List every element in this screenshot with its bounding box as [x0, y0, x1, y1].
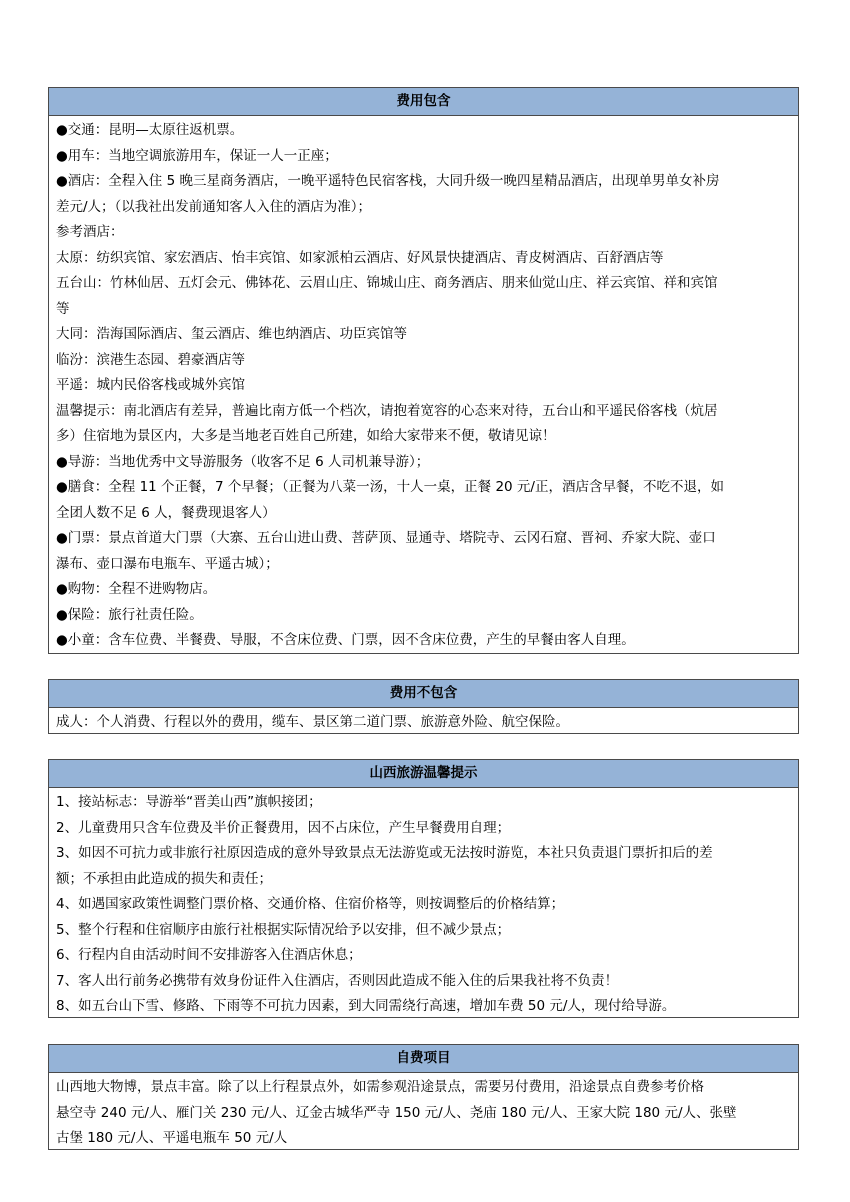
- text-line: 7、客人出行前务必携带有效身份证件入住酒店，否则因此造成不能入住的后果我社将不负责！: [56, 972, 619, 989]
- text-line: 6、行程内自由活动时间不安排游客入住酒店休息；: [56, 947, 362, 963]
- text-line: ●保险：旅行社责任险。: [56, 606, 203, 623]
- section-title: 费用不包含: [49, 680, 798, 708]
- text-line: 古堡 180 元/人、平遥电瓶车 50 元/人: [56, 1130, 288, 1146]
- text-line: 2、儿童费用只含车位费及半价正餐费用，因不占床位，产生早餐费用自理；: [56, 819, 511, 836]
- text-line: ●门票：景点首道大门票（大寨、五台山进山费、菩萨顶、显通寺、塔院寺、云冈石窟、晋祠、乔家大院、壶口: [56, 530, 716, 546]
- text-line: 额；不承担由此造成的损失和责任；: [56, 870, 272, 887]
- text-line: 差元/人；（以我社出发前通知客人入住的酒店为准）；: [56, 198, 372, 215]
- section-title: 费用包含: [49, 88, 798, 116]
- text-line: 悬空寺 240 元/人、雁门关 230 元/人、辽金古城华严寺 150 元/人、尧庙 180 元/人、王家大院 180 元/人、张壁: [56, 1104, 737, 1121]
- text-line: 等: [56, 300, 70, 317]
- section-body: [49, 1073, 798, 1152]
- text-line: 全团人数不足 6 人，餐费现退客人）: [56, 504, 276, 521]
- section-title: 自费项目: [49, 1045, 798, 1073]
- section-title: 山西旅游温馨提示: [49, 760, 798, 788]
- text-line: 太原：纺织宾馆、家宏酒店、怡丰宾馆、如家派柏云酒店、好风景快捷酒店、青皮树酒店、百舒酒店等: [56, 249, 664, 266]
- text-line: 参考酒店：: [56, 224, 124, 240]
- text-line: 8、如五台山下雪、修路、下雨等不可抗力因素，到大同需绕行高速，增加车费 50 元/人，现付给导游。: [56, 998, 676, 1014]
- text-line: 3、如因不可抗力或非旅行社原因造成的意外导致景点无法游览或无法按时游览，本社只负责退门票折扣后的差: [56, 845, 713, 861]
- travel-tips-section: [48, 759, 799, 1018]
- text-line: 瀑布、壶口瀑布电瓶车、平遥古城）；: [56, 555, 279, 572]
- text-line: ●用车：当地空调旅游用车，保证一人一正座；: [56, 147, 338, 164]
- optional-items-section: [48, 1044, 799, 1150]
- section-body: [49, 788, 798, 1020]
- fee-excluded-section: [48, 679, 799, 734]
- text-line: 山西地大物博，景点丰富。除了以上行程景点外，如需参观沿途景点，需要另付费用，沿途景点自费参考价格: [56, 1079, 704, 1095]
- text-line: ●酒店：全程入住 5 晚三星商务酒店，一晚平遥特色民宿客栈，大同升级一晚四星精品酒店，出现单男单女补房: [56, 173, 720, 189]
- text-line: 温馨提示：南北酒店有差异，普遍比南方低一个档次，请抱着宽容的心态来对待，五台山和平遥民俗客栈（炕居: [56, 402, 718, 419]
- section-body: [49, 708, 798, 736]
- text-line: 成人：个人消费、行程以外的费用，缆车、景区第二道门票、旅游意外险、航空保险。: [56, 714, 569, 730]
- text-line: 临汾：滨港生态园、碧豪酒店等: [56, 351, 245, 368]
- text-line: 4、如遇国家政策性调整门票价格、交通价格、住宿价格等，则按调整后的价格结算；: [56, 896, 565, 912]
- text-line: 5、整个行程和住宿顺序由旅行社根据实际情况给予以安排，但不减少景点；: [56, 921, 511, 938]
- text-line: ●小童：含车位费、半餐费、导服，不含床位费、门票，因不含床位费，产生的早餐由客人自理。: [56, 632, 635, 648]
- section-body: [49, 116, 798, 654]
- text-line: 大同：浩海国际酒店、玺云酒店、维也纳酒店、功臣宾馆等: [56, 326, 407, 342]
- text-line: 平遥：城内民俗客栈或城外宾馆: [56, 377, 245, 393]
- text-line: 1、接站标志：导游举“晋美山西”旗帜接团；: [56, 794, 322, 810]
- text-line: 多）住宿地为景区内，大多是当地老百姓自己所建，如给大家带来不便，敬请见谅！: [56, 428, 556, 444]
- text-line: ●购物：全程不进购物店。: [56, 581, 217, 597]
- text-line: 五台山：竹林仙居、五灯会元、佛钵花、云眉山庄、锦城山庄、商务酒店、朋来仙觉山庄、祥云宾馆、祥和宾馆: [56, 275, 718, 291]
- text-line: ●膳食：全程 11 个正餐，7 个早餐；（正餐为八菜一汤，十人一桌，正餐 20 元/正，酒店含早餐，不吃不退，如: [56, 479, 724, 495]
- fee-included-section: [48, 87, 799, 654]
- text-line: ●导游：当地优秀中文导游服务（收客不足 6 人司机兼导游）；: [56, 453, 430, 470]
- text-line: ●交通：昆明—太原往返机票。: [56, 122, 244, 138]
